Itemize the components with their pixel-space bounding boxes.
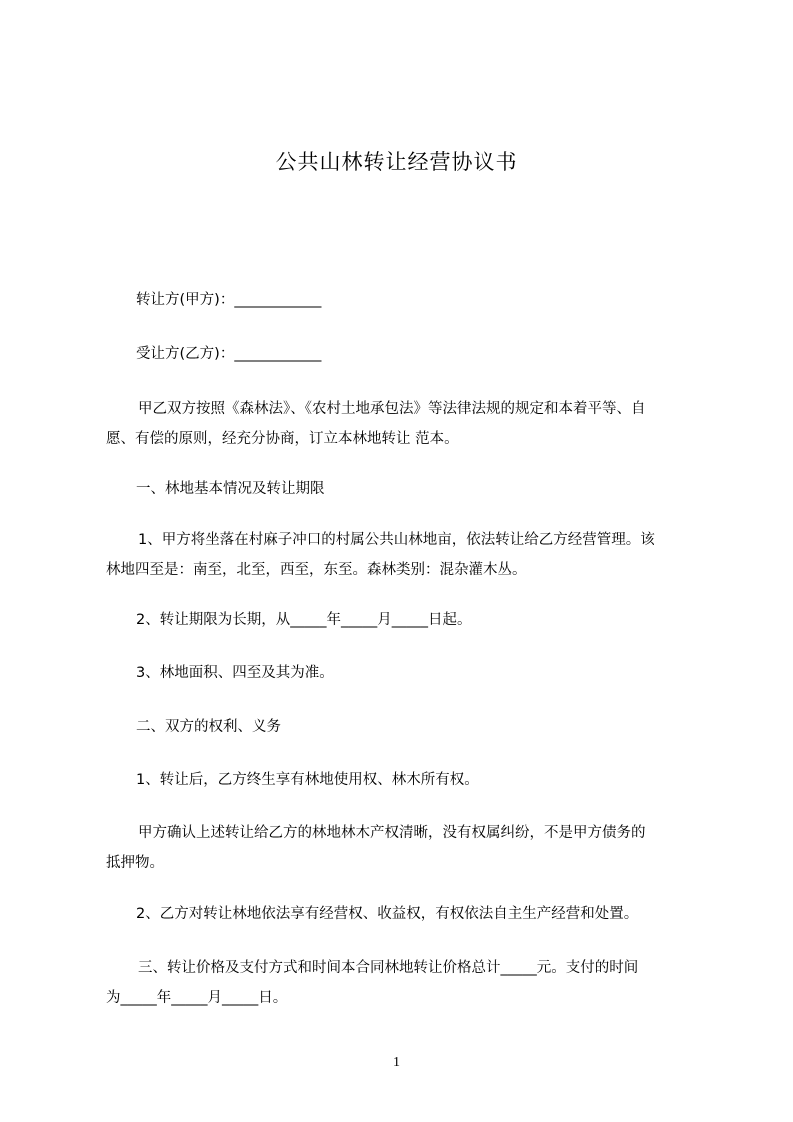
clause-1-1 <box>106 525 726 585</box>
intro-paragraph <box>106 394 726 454</box>
clause-2-1: 1、转让后，乙方终生享有林地使用权、林木所有权。 <box>136 772 479 788</box>
clause-1-3: 3、林地面积、四至及其为准。 <box>136 665 334 681</box>
section-3-line-2: 为_____年_____月_____日。 <box>106 990 288 1006</box>
clause-2-1b <box>106 818 726 878</box>
clause-1-1-line-2: 林地四至是：南至，北至，西至，东至。森林类别：混杂灌木丛。 <box>106 562 527 578</box>
page-number: 1 <box>393 1055 400 1070</box>
intro-line-2: 愿、有偿的原则，经充分协商，订立本林地转让 范本。 <box>106 431 459 447</box>
party-b-line: 受让方(乙方)：____________ <box>136 346 322 362</box>
intro-line-1: 甲乙双方按照《森林法》、《农村土地承包法》等法律法规的规定和本着平等、自 <box>138 401 646 417</box>
party-a-line: 转让方(甲方)：____________ <box>136 292 322 308</box>
section-3-line-1: 三、转让价格及支付方式和时间本合同林地转让价格总计_____元。支付的时间 <box>138 960 639 976</box>
clause-2-1b-line-1: 甲方确认上述转让给乙方的林地林木产权清晰，没有权属纠纷，不是甲方债务的 <box>138 825 646 841</box>
section-1-heading: 一、林地基本情况及转让期限 <box>136 481 325 497</box>
clause-1-2: 2、转让期限为长期，从_____年_____月_____日起。 <box>136 612 472 628</box>
clause-2-2: 2、乙方对转让林地依法享有经营权、收益权，有权依法自主生产经营和处置。 <box>136 906 639 922</box>
clause-2-1b-line-2: 抵押物。 <box>106 855 164 871</box>
clause-1-1-line-1: 1、甲方将坐落在村麻子冲口的村属公共山林地亩，依法转让给乙方经营管理。该 <box>138 532 655 548</box>
section-2-heading: 二、双方的权利、义务 <box>136 719 281 735</box>
section-3-paragraph <box>106 953 726 1013</box>
page-title: 公共山林转让经营协议书 <box>275 150 518 174</box>
